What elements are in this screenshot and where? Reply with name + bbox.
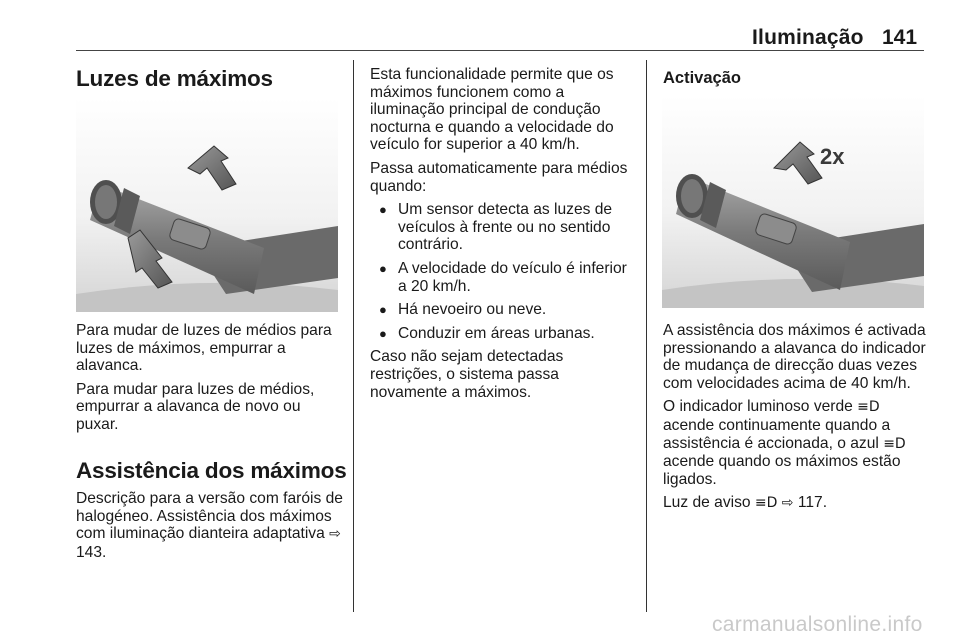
column-divider-left — [353, 60, 354, 612]
page-reference-icon: ⇨ — [329, 526, 341, 543]
list-item: ● Há nevoeiro ou neve. — [379, 301, 547, 319]
paragraph-description-text: Descrição para a versão com faróis de halogéneo. Assistência dos máximos com iluminação dianteira adaptativa — [76, 490, 343, 543]
section-heading-activation: Activação — [663, 69, 741, 87]
lever-figure-double-push — [662, 96, 924, 308]
left-column-text-assist — [76, 490, 346, 567]
high-beam-icon: ≡D — [883, 435, 906, 452]
section-heading-high-beam: Luzes de máximos — [76, 66, 273, 91]
lever-figure-push-pull — [76, 98, 338, 312]
high-beam-assist-icon: ≡D — [754, 495, 778, 512]
running-header-title: Iluminação — [752, 26, 864, 49]
figure-label-2x: 2x — [820, 144, 845, 169]
paragraph-push-lever: Para mudar de luzes de médios para luzes de máximos, empurrar a alavanca. — [76, 322, 332, 375]
high-beam-assist-icon: ≡D — [857, 399, 880, 416]
paragraph-functionality: Esta funcionalidade permite que os máximos funcionem como a iluminação principal de condução nocturna e quando a velocidade do veículo for superior a 40 km/h. — [370, 66, 614, 154]
paragraph-warning-light: Luz de aviso ≡D ⇨ 117. — [663, 494, 828, 512]
bullet-icon: ● — [379, 325, 387, 341]
paragraph-pull-lever: Para mudar para luzes de médios, empurrar a alavanca de novo ou puxar. — [76, 380, 315, 433]
watermark: carmanualsonline.info — [712, 613, 923, 636]
column-divider-right — [646, 60, 647, 612]
paragraph-auto-switch: Passa automaticamente para médios quando: — [370, 159, 628, 195]
list-item: ● Um sensor detecta as luzes de veículos à frente ou no sentido contrário. — [379, 201, 613, 254]
section-heading-high-beam-assist: Assistência dos máximos — [76, 458, 347, 483]
right-column-text — [663, 322, 931, 519]
bullet-icon: ● — [379, 202, 387, 218]
list-item: ● Conduzir em áreas urbanas. — [379, 324, 595, 342]
page-reference-link[interactable]: 117. — [797, 494, 828, 512]
page-reference-icon: ⇨ — [781, 495, 794, 512]
conditions-list — [370, 201, 635, 342]
bullet-icon: ● — [379, 302, 387, 318]
paragraph-activation: A assistência dos máximos é activada pressionando a alavanca do indicador de mudança de direcção duas vezes com velocidades acima de 40 km/h. — [663, 322, 926, 392]
middle-column-text — [370, 66, 635, 407]
header-rule — [76, 50, 924, 51]
page-reference-link[interactable]: 143. — [76, 543, 107, 561]
bullet-icon: ● — [379, 260, 387, 276]
left-column-text — [76, 322, 346, 440]
page-number: 141 — [882, 26, 918, 49]
paragraph-return: Caso não sejam detectadas restrições, o sistema passa novamente a máximos. — [370, 348, 564, 401]
list-item: ● A velocidade do veículo é inferior a 20 km/h. — [379, 259, 627, 295]
paragraph-indicators: O indicador luminoso verde ≡D acende continuamente quando a assistência é accionada, o azul ≡D acende quando os máximos estão ligados. — [663, 398, 906, 488]
paragraph-description — [76, 490, 346, 561]
